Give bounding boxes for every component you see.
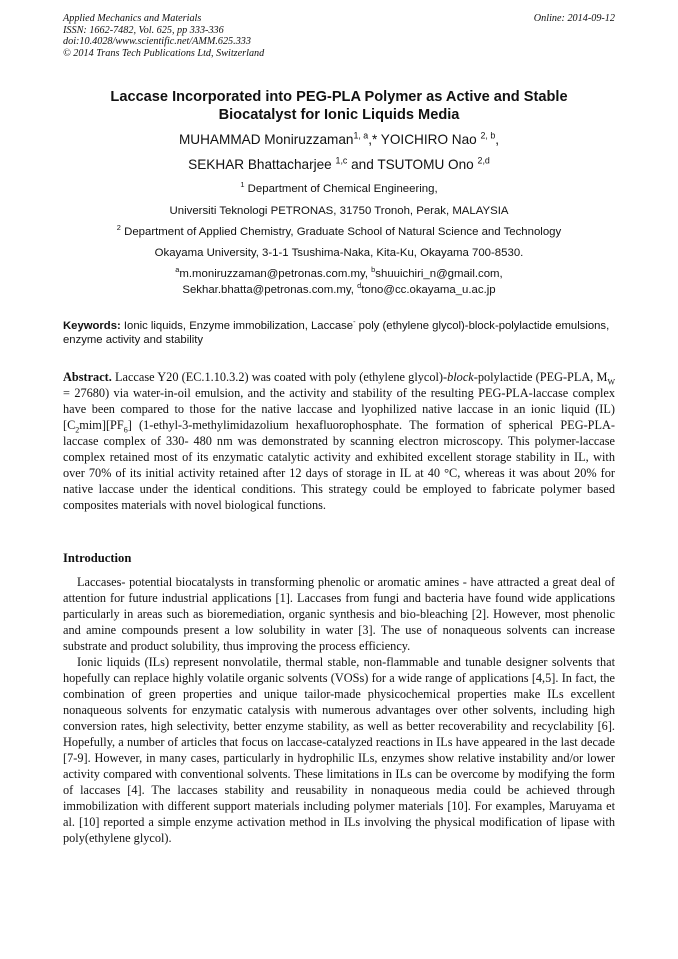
author-1-sup: 1, a — [353, 130, 369, 141]
email-c: Sekhar.bhatta@petronas.com.my, — [182, 284, 354, 296]
affiliation-1-line-2: Universiti Teknologi PETRONAS, 31750 Tronoh, Perak, MALAYSIA — [169, 205, 509, 217]
affiliation-2-line-2: Okayama University, 3-1-1 Tsushima-Naka, Kita-Ku, Okayama 700-8530. — [154, 247, 524, 259]
email-a: m.moniruzzaman@petronas.com.my, — [179, 268, 368, 280]
email-d: tono@cc.okayama_u.ac.jp — [361, 284, 496, 296]
keywords-text-1: Ionic liquids, Enzyme immobilization, Laccase — [120, 320, 354, 332]
keywords-sep: - — [353, 317, 356, 327]
abstract — [63, 369, 615, 513]
author-1: MUHAMMAD Moniruzzaman — [178, 132, 354, 147]
copyright-line: © 2014 Trans Tech Publications Ltd, Switzerland — [63, 47, 265, 59]
keywords-label: Keywords: — [63, 320, 121, 332]
author-4: TSUTOMU Ono — [377, 157, 474, 172]
abstract-part: -polylactide (PEG-PLA, M — [473, 370, 608, 384]
keywords-text-2: poly (ethylene glycol)-block-polylactide emulsions, enzyme activity and stability — [63, 320, 610, 346]
affiliation-1-line-1 — [63, 180, 615, 195]
abstract-part: mim][PF — [79, 418, 124, 432]
aff-2-sup: 2 — [116, 223, 121, 233]
aff-1-sup: 1 — [240, 180, 245, 190]
title-line-2: Biocatalyst for Ionic Liquids Media — [218, 107, 460, 123]
abstract-sub: 6 — [123, 425, 128, 435]
abstract-sub: 2 — [75, 425, 80, 435]
author-and: and — [347, 157, 378, 172]
paper-title — [63, 88, 615, 124]
author-3-sup: 1,c — [335, 155, 348, 166]
intro-paragraph-2: Ionic liquids (ILs) represent nonvolatile, thermal stable, non-flammable and tunable designer solvents that hopefully can replace highly volatile organic solvents (VOSs) for a wide range of applications [4,5]. In fact, the combination of green properties and unique tailor-made physicochemical properties make ILs excellent nonaqueous solvents for enzymatic catalysis with numerous advantages over other solvents, including high conversion rates, high selectivity, better enzyme stability, as well as better recoverability and recyclability [6]. Hopefully, a number of articles that focus on laccase-catalyzed reactions in ILs have appeared in the last decade [7-9]. However, in many cases, particularly in hydrophilic ILs, enzymes show relative instability and/or lower activity compared with conventional solvents. These limitations in ILs can be overcome by modifying the form of laccases [4]. The laccases stability and reusability in nonaqueous media could be achieved through immobilization with different support materials including polymer materials [10]. For examples, Maruyama et al. [10] reported a simple enzyme activation method in ILs involving the physical modification of lipase with poly(ethylene glycol). — [63, 655, 615, 845]
affiliation-2-line-1 — [63, 223, 615, 238]
intro-paragraph-1: Laccases- potential biocatalysts in transforming phenolic or aromatic amines - have attracted a great deal of attention for future industrial applications [1]. Laccases from fungi and bacteria have found wide applications particularly in areas such as bioremediation, organic synthesis and bio-bleaching [2]. However, most phenolic and amine compounds present a low solubility in water [3]. The use of nonaqueous solvents can increase substrate and product solubility, thus improving the process efficiency. — [63, 575, 615, 653]
abstract-sub: W — [607, 377, 615, 387]
online-date: Online: 2014-09-12 — [533, 13, 615, 24]
abstract-part: = 27680) via water-in-oil emulsion, and the activity and stability of the resulting PEG-PLA-laccase complex have been compared to those for the native laccase and lyophilized native laccase in an ionic liquid (IL) [C — [63, 386, 615, 432]
keywords — [63, 319, 615, 347]
abstract-part: Laccase Y20 (EC.1.10.3.2) was coated with poly (ethylene glycol)- — [111, 370, 448, 384]
journal-name: Applied Mechanics and Materials — [63, 13, 202, 24]
author-2-sup: 2, b — [480, 130, 496, 141]
email-a-sup: a — [175, 265, 180, 275]
title-line-1: Laccase Incorporated into PEG-PLA Polymer as Active and Stable — [110, 89, 568, 105]
author-line-2 — [63, 157, 615, 172]
author-3: SEKHAR Bhattacharjee — [188, 157, 332, 172]
author-1-mark: ,* — [368, 132, 381, 147]
aff-1-text: Department of Chemical Engineering, — [247, 183, 438, 195]
email-d-sup: d — [357, 281, 362, 291]
aff-2-text: Department of Applied Chemistry, Graduate School of Natural Science and Technology — [124, 226, 562, 238]
author-2-end: , — [495, 132, 500, 147]
abstract-label: Abstract. — [63, 370, 112, 384]
email-b: shuuichiri_n@gmail.com, — [375, 268, 503, 280]
author-4-sup: 2,d — [477, 155, 490, 166]
email-b-sup: b — [371, 265, 376, 275]
email-line-1 — [63, 265, 615, 280]
issn-line: ISSN: 1662-7482, Vol. 625, pp 333-336 — [63, 24, 224, 36]
introduction-heading: Introduction — [63, 551, 132, 565]
abstract-paragraph — [63, 369, 615, 513]
email-line-2 — [63, 281, 615, 296]
abstract-part: ] (1-ethyl-3-methylimidazolium hexafluorophosphate. The formation of spherical PEG-PLA-laccase complex of 330- 480 nm was demonstrated by scanning electron microscopy. This polymer-laccase complex retained most of its enzymatic catalytic activity and exhibited excellent storage stability in IL, with over 70% of its initial activity retained after 12 days of storage in IL at 40 °C, whereas it was about 20% for native laccase under the identical conditions. This strategy could be employed to fabricate polymer based composites materials with novel biological functions. — [63, 418, 615, 512]
introduction-body — [63, 574, 615, 846]
journal-header — [63, 13, 615, 59]
author-line-1 — [63, 132, 615, 147]
author-2: YOICHIRO Nao — [380, 132, 477, 147]
doi-line: doi:10.4028/www.scientific.net/AMM.625.333 — [63, 36, 251, 48]
abstract-italic: block — [447, 370, 474, 384]
